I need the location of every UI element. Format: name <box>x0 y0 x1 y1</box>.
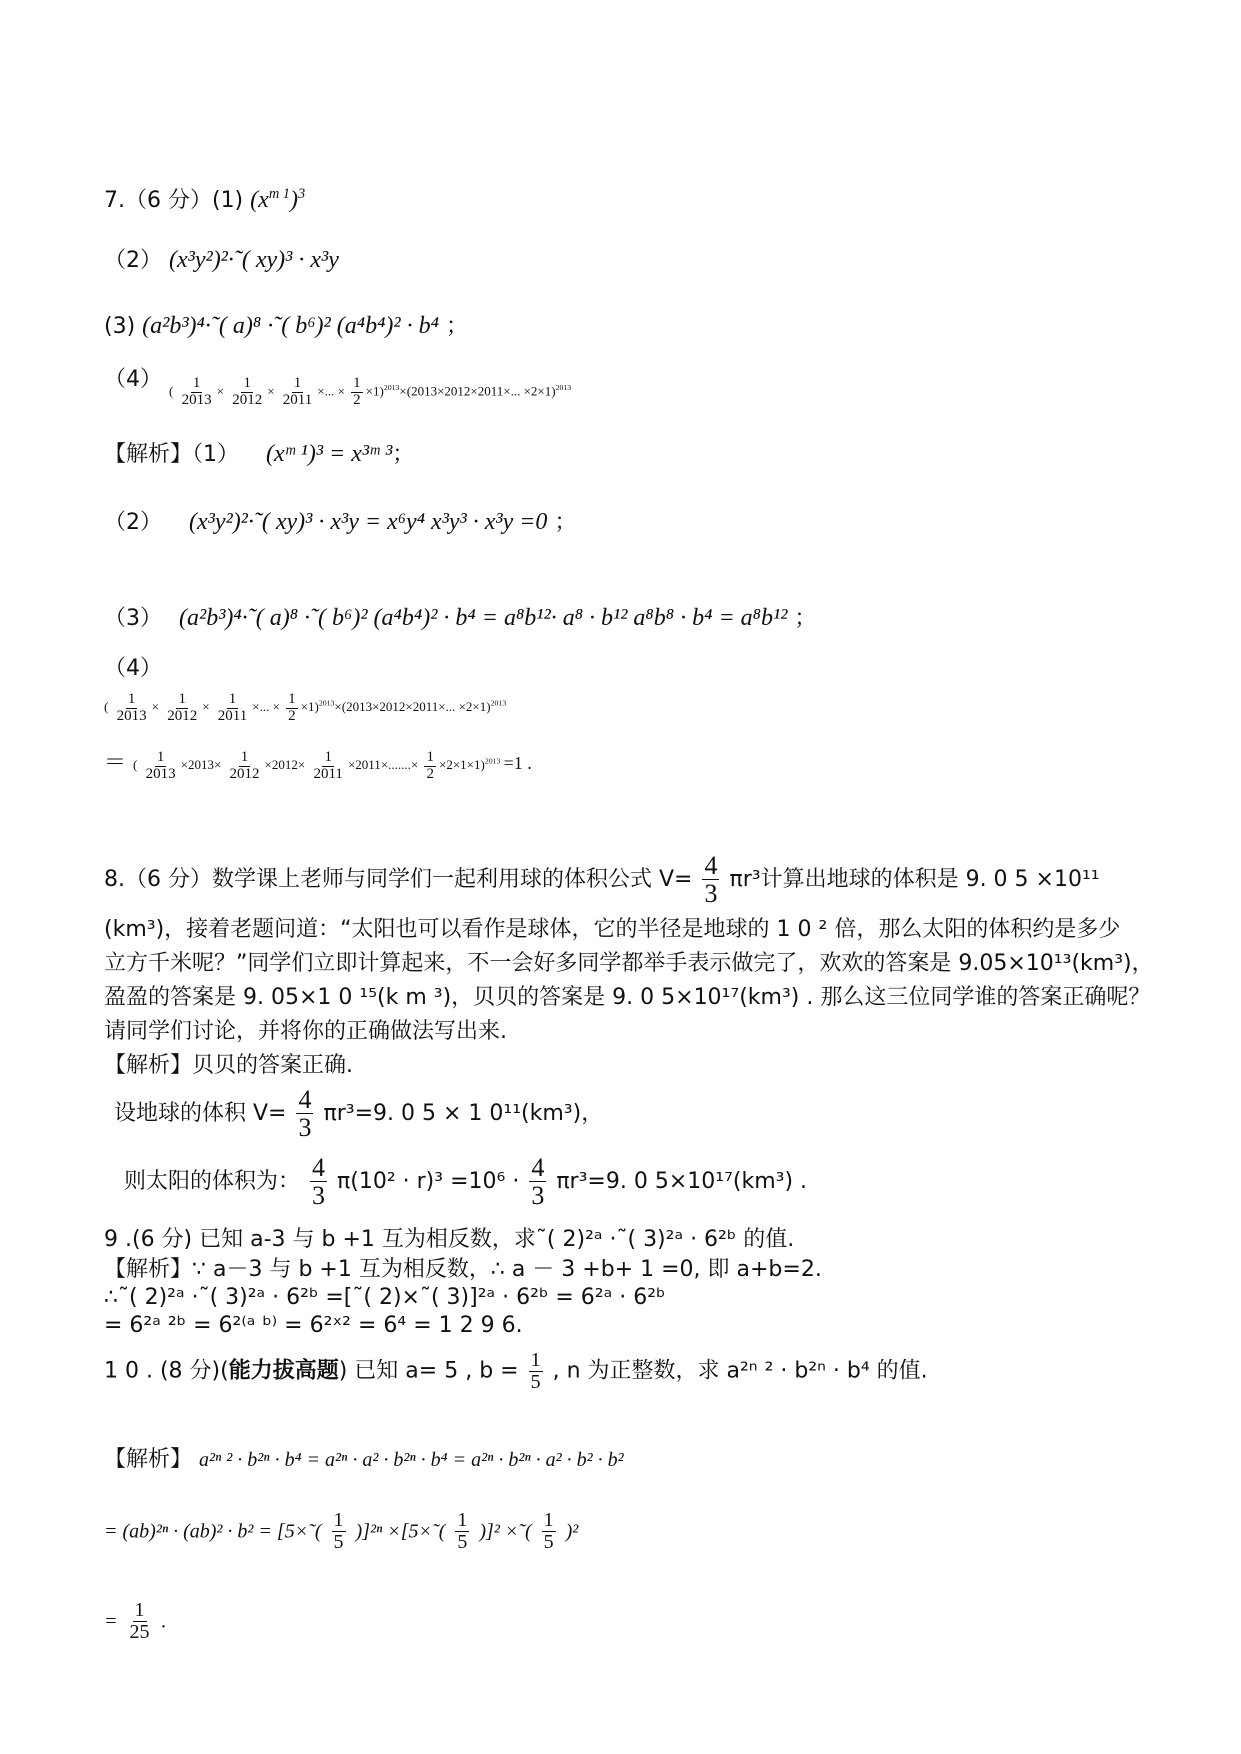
q8-line4: 盈盈的答案是 9. 05×1 0 ¹⁵(k m ³)，贝贝的答案是 9. 0 5×10¹⁷(km³) . 那么这三位同学谁的答案正确呢？ <box>104 985 1151 1010</box>
q8-solution-step1: 设地球的体积 V= $\frac{4}{3}$ πr³=9. 0 5 × 1 0¹¹(km³)， <box>114 1085 604 1143</box>
q8-line5: 请同学们讨论，并将你的正确做法写出来. <box>104 1019 507 1044</box>
sol7-part4-label: （4） <box>104 656 162 681</box>
q8-solution-step2: 则太阳的体积为： $\frac{4}{3}$ π(10² · r)³ =10⁶ · $\frac{4}{3}$ πr³=9. 0 5×10¹⁷(km³) . <box>124 1153 808 1211</box>
analysis-label: 【解析】 <box>104 1447 193 1472</box>
q10-solution-result: = $\frac{1}{25}$ . <box>104 1599 167 1643</box>
q10-solution-line2: = (ab)²ⁿ · (ab)² · b² = [5×˜( $\frac{1}{5}$ )]²ⁿ ×[5×˜( $\frac{1}{5}$ )]² ×˜( $\frac{1}{5}$ )² <box>104 1509 579 1553</box>
q8-solution: 【解析】贝贝的答案正确. <box>104 1053 354 1078</box>
q9-solution-line3: = 6²ᵃ ²ᵇ = 6²⁽ᵃ ᵇ⁾ = 6²ˣ² = 6⁴ = 1 2 9 6. <box>104 1313 523 1338</box>
q8-line2: (km³)，接着老题问道：“太阳也可以看作是球体，它的半径是地球的 1 0 ² 倍，那么太阳的体积约是多少 <box>104 917 1121 942</box>
sol7-part3: （3） (a²b³)⁴·˜( a)⁸ ·˜( b⁶)² (a⁴b⁴)² · b⁴ = a⁸b¹²· a⁸ · b¹² a⁸b⁸ · b⁴ = a⁸b¹² ； <box>104 605 817 631</box>
q8-line1: 8.（6 分）数学课上老师与同学们一起利用球的体积公式 V= $\frac{4}{3}$ πr³计算出地球的体积是 9. 0 5 ×10¹¹ <box>104 851 1100 909</box>
q7-part4: （4） ( $\frac{1}{2013}$ × $\frac{1}{2012}$ × $\frac{1}{2011}$ ×... × $\frac{1}{2}$ ×1)$^{2013}$×(2013×2012×2011×... ×2×1)$^{2013}$ <box>104 367 572 408</box>
q7-heading: 7.（6 分）(1) <box>104 188 244 213</box>
q7-part3: (3) (a²b³)⁴·˜( a)⁸ ·˜( b⁶)² (a⁴b⁴)² · b⁴ ； <box>104 313 468 339</box>
analysis-label: 【解析】 <box>104 442 193 467</box>
analysis-label: 【解析】 <box>104 1053 193 1078</box>
q9-solution-line1: 【解析】∵ a－3 与 b +1 互为相反数，∴ a － 3 +b+ 1 =0, 即 a+b=2. <box>104 1257 822 1282</box>
q7-part2: （2） (x³y²)²·˜( xy)³ · x³y <box>104 247 339 273</box>
sol7-part4-line1: ( $\frac{1}{2013}$ × $\frac{1}{2012}$ × $\frac{1}{2011}$ ×... × $\frac{1}{2}$ ×1)$^{2013}$×(2013×2012×2011×... ×2×1)$^{2013}$ <box>104 691 507 724</box>
sol7-part1: 【解析】（1） (xᵐ ¹)³ = x³ᵐ ³； <box>104 441 415 467</box>
q10-difficulty-tag: 能力拔高题 <box>228 1358 339 1384</box>
sol7-part2: （2） (x³y²)²·˜( xy)³ · x³y = x⁶y⁴ x³y³ · x³y =0 ； <box>104 509 577 535</box>
q8-line3: 立方千米呢？”同学们立即计算起来，不一会好多同学都举手表示做完了，欢欢的答案是 9.05×10¹³(km³)， <box>104 951 1154 976</box>
q9-solution-line2: ∴˜( 2)²ᵃ ·˜( 3)²ᵃ · 6²ᵇ =[˜( 2)×˜( 3)]²ᵃ · 6²ᵇ = 6²ᵃ · 6²ᵇ <box>104 1285 666 1310</box>
q10-question: 1 0 . (8 分)(能力拔高题) 已知 a= 5 , b = $\frac{1}{5}$ , n 为正整数，求 a²ⁿ ² · b²ⁿ · b⁴ 的值. <box>104 1349 928 1393</box>
q10-solution-line1: 【解析】 a²ⁿ ² · b²ⁿ · b⁴ = a²ⁿ · a² · b²ⁿ · b⁴ = a²ⁿ · b²ⁿ · a² · b² · b² <box>104 1447 624 1472</box>
sol7-part4-line2: ＝ ( $\frac{1}{2013}$ ×2013× $\frac{1}{2012}$ ×2012× $\frac{1}{2011}$ ×2011×.......× $\frac{1}{2}$ ×2×1×1)$^{2013}$ =1 . <box>104 749 532 782</box>
q9-question: 9 .(6 分) 已知 a-3 与 b +1 互为相反数，求˜( 2)²ᵃ ·˜( 3)²ᵃ · 6²ᵇ 的值. <box>104 1227 795 1252</box>
q7-part1: 7.（6 分）(1) $(x^{m 1})^3$ <box>104 186 306 213</box>
